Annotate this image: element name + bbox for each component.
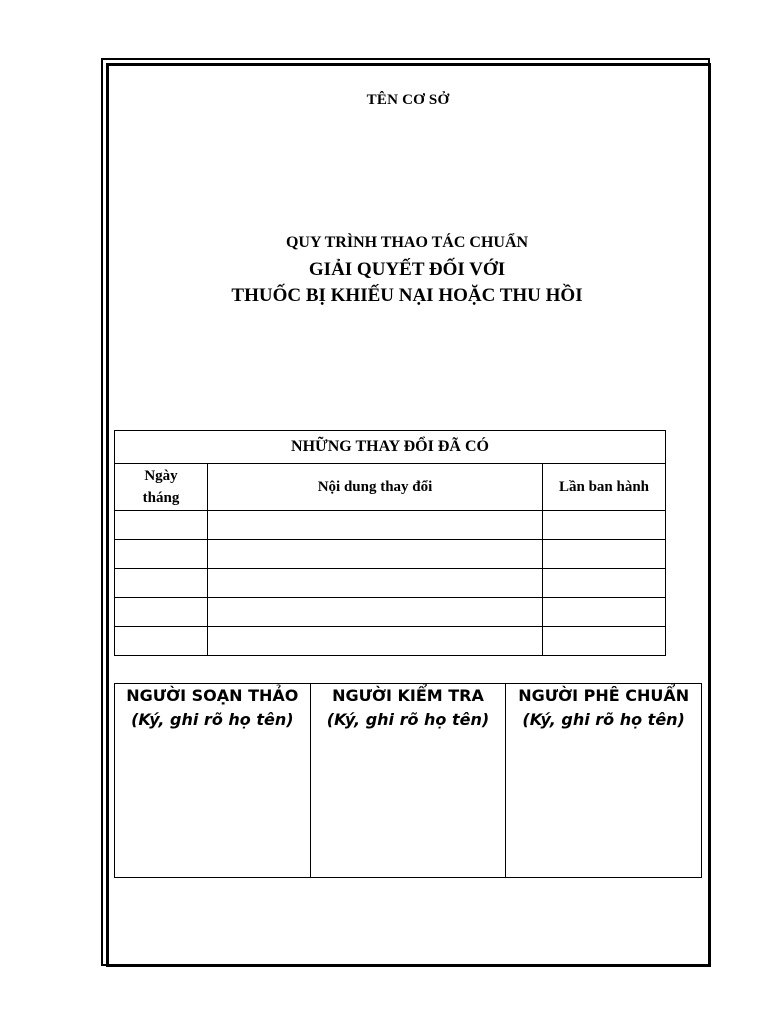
column-header-date-label: Ngày tháng bbox=[142, 468, 180, 506]
table-cell[interactable] bbox=[115, 627, 208, 656]
table-cell[interactable] bbox=[208, 569, 543, 598]
table-cell[interactable] bbox=[115, 540, 208, 569]
table-cell[interactable] bbox=[543, 569, 666, 598]
table-cell[interactable] bbox=[208, 511, 543, 540]
table-cell[interactable] bbox=[543, 511, 666, 540]
signature-box-reviewer[interactable] bbox=[310, 684, 506, 878]
signature-role-approver: NGƯỜI PHÊ CHUẨN bbox=[518, 686, 690, 705]
table-cell[interactable] bbox=[208, 598, 543, 627]
document-title-line-2: GIẢI QUYẾT ĐỐI VỚI bbox=[308, 259, 506, 280]
signature-note-reviewer: (Ký, ghi rõ họ tên) bbox=[326, 710, 490, 729]
column-header-edition: Lần ban hành bbox=[543, 464, 666, 511]
table-row bbox=[115, 540, 666, 569]
changes-table-heading: NHỮNG THAY ĐỔI ĐÃ CÓ bbox=[115, 431, 666, 464]
signature-role-reviewer: NGƯỜI KIỂM TRA bbox=[332, 686, 484, 705]
table-cell[interactable] bbox=[115, 511, 208, 540]
signature-role-drafter: NGƯỜI SOẠN THẢO bbox=[126, 686, 299, 705]
table-cell[interactable] bbox=[115, 569, 208, 598]
table-cell[interactable] bbox=[543, 598, 666, 627]
table-cell[interactable] bbox=[208, 540, 543, 569]
signature-box-drafter[interactable] bbox=[115, 684, 311, 878]
document-title-line-3: THUỐC BỊ KHIẾU NẠI HOẶC THU HỒI bbox=[231, 285, 583, 306]
table-cell[interactable] bbox=[543, 540, 666, 569]
signature-note-approver: (Ký, ghi rõ họ tên) bbox=[522, 710, 685, 729]
column-header-content: Nội dung thay đổi bbox=[208, 464, 543, 511]
signature-box-approver[interactable] bbox=[506, 684, 702, 878]
table-row bbox=[115, 627, 666, 656]
changes-table bbox=[114, 430, 666, 656]
table-row bbox=[115, 598, 666, 627]
document-title-line-1: QUY TRÌNH THAO TÁC CHUẨN bbox=[285, 234, 529, 251]
table-cell[interactable] bbox=[208, 627, 543, 656]
column-header-date bbox=[115, 464, 208, 511]
signature-note-drafter: (Ký, ghi rõ họ tên) bbox=[131, 710, 294, 729]
table-row bbox=[115, 569, 666, 598]
table-cell[interactable] bbox=[115, 598, 208, 627]
table-row bbox=[115, 511, 666, 540]
organization-name: TÊN CƠ SỞ bbox=[366, 92, 450, 108]
signature-table bbox=[114, 683, 702, 878]
table-cell[interactable] bbox=[543, 627, 666, 656]
